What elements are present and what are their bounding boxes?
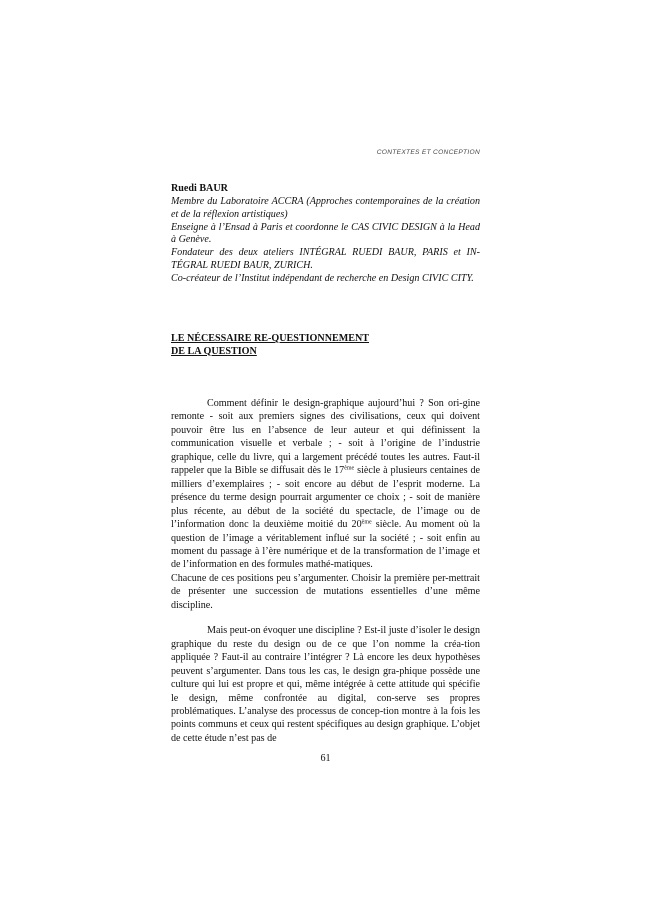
- superscript-eme-1: ème: [344, 465, 355, 472]
- paragraph-1: [171, 397, 480, 572]
- paragraph-3: Mais peut-on évoquer une discipline ? Est-il juste d’isoler le design graphique du reste du design ou de ce que l’on nomme la créa-tion appliquée ? Faut-il au contraire l’intégrer ? Là encore les deux hypothèses peuvent s’argumenter. Dans tous les cas, le design gra-phique possède une culture qui lui est propre et qui, même intégrée à cette attitude qui spécifie le design, même confrontée au digital, con-serve ses propres problématiques. L’analyse des processus de concep-tion montre à la fois les points communs et ceux qui restent spécifiques au design graphique. L’objet de cette étude n’est pas de: [171, 625, 480, 744]
- author-name: Ruedi BAUR: [171, 183, 228, 194]
- author-bio-line: Enseigne à l’Ensad à Paris et coordonne le CAS CIVIC DESIGN à la Head à Genève.: [171, 221, 480, 246]
- author-bio-line: Co-créateur de l’Institut indépendant de recherche en Design CIVIC CITY.: [171, 272, 474, 284]
- paragraph-1-part-b: siècle à plusieurs centaines de milliers d’exemplaires ; - soit encore au début de l’esprit moderne. La présence du terme design pourrait argumenter ce choix ; - soit de manière plus récente, au début de la société du spectacle, de l’image ou de l’information donc la deuxième moitié du 20: [171, 465, 481, 531]
- section-title-line-1: LE NÉCESSAIRE RE-QUESTIONNEMENT: [171, 333, 369, 344]
- author-bio-line: Membre du Laboratoire ACCRA (Approches contemporaines de la création et de la réflexion artistiques): [171, 195, 480, 220]
- section-title: [171, 333, 480, 358]
- paragraph-2: Chacune de ces positions peu s’argumenter. Choisir la première per-mettrait de présenter une succession de mutations essentielles d’une même discipline.: [171, 572, 480, 611]
- paragraph-1-part-a: Comment définir le design-graphique aujourd’hui ? Son ori-gine remonte - soit aux premiers signes des civilisations, ceux qui doivent pouvoir être lus en l’absence de leur auteur et qui définissent la communication visuelle et verbale ; - soit à l’origine de l’industrie graphique, celle du livre, qui a largement précédé toutes les autres. Faut-il rappeler que la Bible se diffusait dès le 17: [171, 398, 480, 477]
- superscript-eme-2: ème: [361, 519, 372, 526]
- author-block: [171, 183, 480, 286]
- section-title-line-2: DE LA QUESTION: [171, 345, 257, 357]
- page-number: 61: [320, 753, 331, 764]
- running-head: CONTEXTES ET CONCEPTION: [376, 149, 480, 156]
- body-text: [171, 397, 480, 745]
- paragraph-1-part-c: siècle. Au moment où la question de l’image a véritablement influé sur la société ; - soit enfin au moment du passage à l’ère numérique et de la transformation de l’image et de l’information en des formules mathé-matiques.: [171, 519, 480, 571]
- author-bio-line: Fondateur des deux ateliers INTÉGRAL RUEDI BAUR, PARIS et IN-TÉGRAL RUEDI BAUR, ZURICH.: [171, 247, 480, 272]
